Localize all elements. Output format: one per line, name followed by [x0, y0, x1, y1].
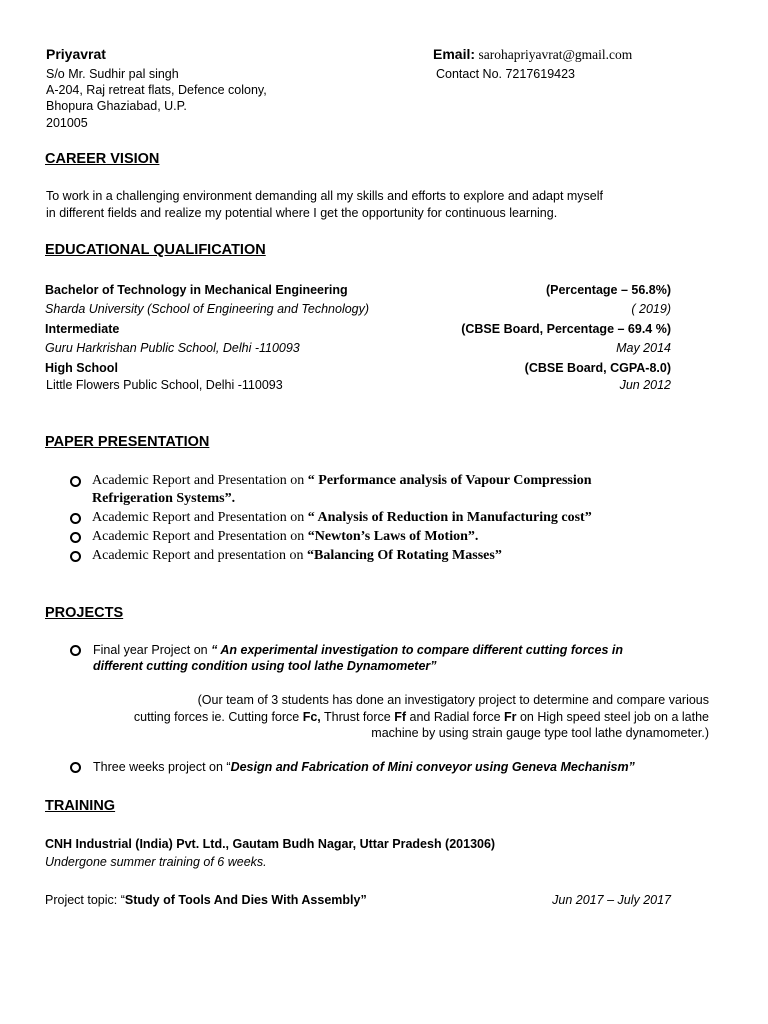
force-ff: Ff — [394, 710, 407, 724]
paper-item — [92, 548, 502, 564]
bullet-icon — [70, 762, 81, 773]
email-row — [433, 46, 632, 63]
paper-title: “Newton’s Laws of Motion”. — [307, 529, 479, 544]
project-title: Design and Fabrication of Mini conveyor using Geneva Mechanism” — [230, 760, 635, 774]
training-heading: TRAINING — [45, 798, 116, 814]
training-duration: Undergone summer training of 6 weeks. — [45, 855, 267, 869]
papers-heading: PAPER PRESENTATION — [45, 434, 210, 450]
project-prefix: Three weeks project on “ — [93, 760, 231, 774]
projects-heading: PROJECTS — [45, 605, 124, 621]
training-dates: Jun 2017 – July 2017 — [552, 893, 671, 907]
desc-text: and Radial force — [406, 710, 504, 724]
paper-item — [92, 473, 592, 489]
paper-title: “Balancing Of Rotating Masses” — [306, 548, 502, 563]
edu-title: High School — [45, 361, 118, 375]
force-fr: Fr — [504, 710, 517, 724]
edu-title: Intermediate — [45, 322, 120, 336]
career-text-line-1: To work in a challenging environment demanding all my skills and efforts to explore and adapt myself — [46, 189, 604, 203]
email-label: Email: — [433, 46, 476, 62]
bullet-icon — [70, 476, 81, 487]
edu-date: May 2014 — [616, 341, 671, 355]
paper-title: “ Analysis of Reduction in Manufacturing cost” — [307, 510, 592, 525]
bullet-icon — [70, 551, 81, 562]
paper-prefix: Academic Report and presentation on — [92, 548, 307, 563]
project-description-line-2 — [64, 709, 709, 726]
paper-item — [92, 529, 478, 545]
paper-title-continued: Refrigeration Systems”. — [92, 491, 236, 506]
edu-score: (Percentage – 56.8%) — [545, 283, 671, 297]
paper-prefix: Academic Report and Presentation on — [92, 473, 308, 488]
desc-text: cutting forces ie. Cutting force — [133, 710, 303, 724]
training-company: CNH Industrial (India) Pvt. Ltd., Gautam Budh Nagar, Uttar Pradesh (201306) — [45, 837, 496, 851]
address-line-1: A-204, Raj retreat flats, Defence colony, — [46, 83, 267, 97]
education-heading: EDUCATIONAL QUALIFICATION — [45, 242, 266, 258]
edu-institute: Guru Harkrishan Public School, Delhi -110093 — [45, 341, 300, 355]
topic-title: Study of Tools And Dies With Assembly” — [124, 893, 367, 907]
contact-number: Contact No. 7217619423 — [436, 67, 575, 81]
candidate-name: Priyavrat — [46, 46, 106, 62]
project-item — [93, 642, 623, 658]
edu-title: Bachelor of Technology in Mechanical Engineering — [45, 283, 348, 297]
pincode: 201005 — [46, 116, 88, 130]
edu-score: (CBSE Board, Percentage – 69.4 %) — [461, 322, 671, 336]
bullet-icon — [70, 532, 81, 543]
email-value[interactable]: sarohapriyavrat@gmail.com — [478, 47, 633, 62]
paper-prefix: Academic Report and Presentation on — [92, 510, 308, 525]
paper-title: “ Performance analysis of Vapour Compression — [307, 473, 592, 488]
desc-text: on High speed steel job on a lathe — [516, 710, 709, 724]
parent-name: S/o Mr. Sudhir pal singh — [46, 67, 179, 81]
force-fc: Fc, — [302, 710, 321, 724]
career-text-line-2: in different fields and realize my potential where I get the opportunity for continuous learning. — [46, 206, 558, 220]
edu-institute: Little Flowers Public School, Delhi -110093 — [46, 378, 283, 392]
project-description-line-3: machine by using strain gauge type tool lathe dynamometer.) — [371, 726, 709, 740]
topic-prefix: Project topic: “ — [45, 893, 125, 907]
project-description-line-1: (Our team of 3 students has done an investigatory project to determine and compare various — [197, 693, 709, 707]
paper-prefix: Academic Report and Presentation on — [92, 529, 308, 544]
career-heading: CAREER VISION — [45, 151, 160, 167]
project-title-continued: different cutting condition using tool lathe Dynamometer” — [93, 659, 437, 673]
bullet-icon — [70, 513, 81, 524]
edu-score: (CBSE Board, CGPA-8.0) — [524, 361, 671, 375]
project-prefix: Final year Project on — [93, 643, 212, 657]
desc-text: Thrust force — [320, 710, 395, 724]
edu-date: ( 2019) — [631, 302, 671, 316]
paper-item — [92, 510, 592, 526]
training-topic — [45, 892, 367, 908]
edu-date: Jun 2012 — [619, 378, 671, 392]
project-item — [93, 759, 635, 775]
address-line-2: Bhopura Ghaziabad, U.P. — [46, 99, 187, 113]
project-title: “ An experimental investigation to compare different cutting forces in — [211, 643, 623, 657]
bullet-icon — [70, 645, 81, 656]
edu-institute: Sharda University (School of Engineering and Technology) — [45, 302, 370, 316]
